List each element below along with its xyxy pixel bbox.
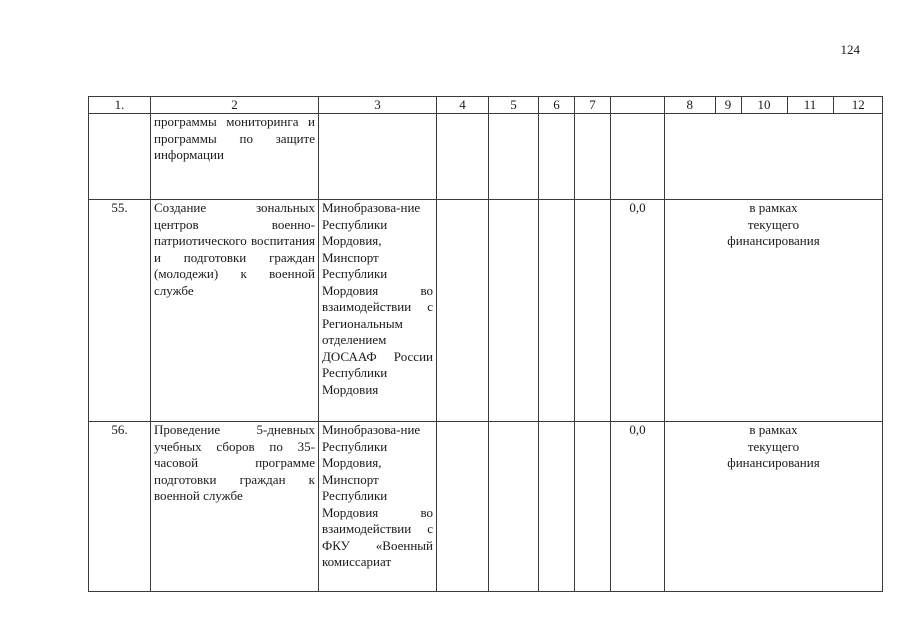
col-7-cell	[575, 422, 611, 592]
financing-cell: в рамках текущего финансирования	[665, 200, 883, 422]
table-row	[89, 422, 883, 592]
col-4-cell	[437, 114, 489, 200]
header-col-6: 6	[539, 97, 575, 114]
header-col-9: 9	[715, 97, 741, 113]
program-table	[88, 96, 883, 592]
header-col-2: 2	[151, 97, 319, 114]
event-cell: Проведение 5-дневных учебных сборов по 35-часовой программе подготовки граждан к военной службе	[151, 422, 319, 592]
col-4-cell	[437, 200, 489, 422]
col-5-cell	[489, 422, 539, 592]
header-col-3: 3	[319, 97, 437, 114]
event-cell: программы мониторинга и программы по защите информации	[151, 114, 319, 200]
header-subgrid	[665, 97, 883, 113]
financing-cell	[665, 114, 883, 200]
col-4-cell	[437, 422, 489, 592]
amount-cell: 0,0	[611, 422, 665, 592]
col-6-cell	[539, 200, 575, 422]
row-number: 55.	[89, 200, 151, 422]
executor-cell: Минобразова-ние Республики Мордовия, Минспорт Республики Мордовия во взаимодействии с ФКУ «Военный комиссариат	[319, 422, 437, 592]
header-col-4: 4	[437, 97, 489, 114]
amount-cell	[611, 114, 665, 200]
col-6-cell	[539, 422, 575, 592]
executor-cell: Минобразова-ние Республики Мордовия, Минспорт Республики Мордовия во взаимодействии с Региональным отделением ДОСААФ России Республики Мордовия	[319, 200, 437, 422]
row-number	[89, 114, 151, 200]
header-col-blank	[611, 97, 665, 114]
event-cell: Создание зональных центров военно-патриотического воспитания и подготовки граждан (молодежи) к военной службе	[151, 200, 319, 422]
col-5-cell	[489, 200, 539, 422]
col-5-cell	[489, 114, 539, 200]
header-col-10: 10	[741, 97, 787, 113]
row-number: 56.	[89, 422, 151, 592]
header-col-5: 5	[489, 97, 539, 114]
amount-cell: 0,0	[611, 200, 665, 422]
executor-cell	[319, 114, 437, 200]
financing-cell: в рамках текущего финансирования	[665, 422, 883, 592]
col-7-cell	[575, 200, 611, 422]
table-row	[89, 114, 883, 200]
header-col-12: 12	[833, 97, 883, 113]
header-col-11: 11	[787, 97, 833, 113]
header-col-1: 1.	[89, 97, 151, 114]
col-7-cell	[575, 114, 611, 200]
header-cols-8-12	[665, 97, 883, 114]
header-row	[89, 97, 883, 114]
page-number: 124	[840, 42, 860, 57]
table-row	[89, 200, 883, 422]
header-col-7: 7	[575, 97, 611, 114]
col-6-cell	[539, 114, 575, 200]
header-col-8: 8	[686, 97, 693, 112]
